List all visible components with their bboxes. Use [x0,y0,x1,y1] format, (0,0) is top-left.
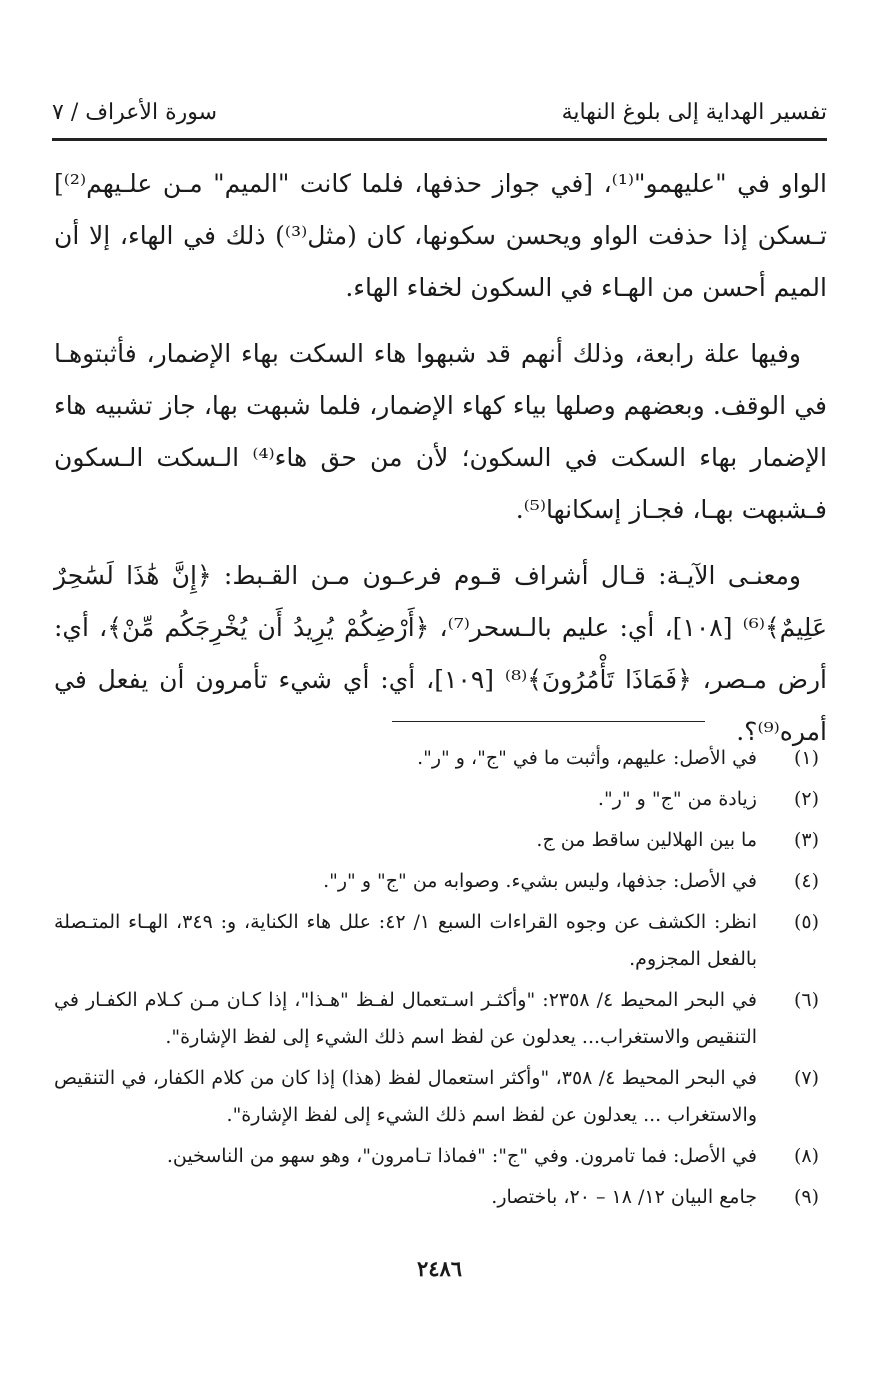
paragraph-1: الواو في "عليهمو"⁽¹⁾، [في جواز حذفها، فلما كانت "الميم" مـن علـيهم⁽²⁾] تـسكن إذا حذفت الواو ويحسن سكونها، كان (مثل⁽³⁾) ذلك في الهاء، إلا أن الميم أحسن من الهـاء في السكون لخفاء الهاء. [54,169,828,302]
page-number: ٢٤٨٦ [416,1256,463,1281]
footnote-number: (٩) [793,1186,819,1208]
footnote-text: في البحر المحيط ٤/ ٣٥٨، "وأكثر استعمال لفظ (هذا) إذا كان من كلام الكفار، في التنقيص والاستغراب ... يعدلون عن لفظ اسم ذلك الشيء إلى لفظ الإشارة". [54,1067,757,1126]
footnote [54,1179,827,1216]
footnote-text: في الأصل: عليهم، وأثبت ما في "ج"، و "ر". [417,747,757,769]
running-header [52,96,827,136]
footnote-number: (٣) [793,829,819,851]
footnote [54,781,827,818]
book-title: تفسير الهداية إلى بلوغ النهاية [561,100,827,125]
footnote-text: انظر: الكشف عن وجوه القراءات السبع ١/ ٤٢: علل هاء الكناية، و: ٣٤٩، الهـاء المتـصلة بالفعل المجزوم. [54,911,757,970]
footnote-number: (٤) [793,870,819,892]
footnote [54,1138,827,1175]
footnote-number: (٢) [793,788,819,810]
paragraph-2: وفيها علة رابعة، وذلك أنهم قد شبهوا هاء السكت بهاء الإضمار، فأثبتوهـا في الوقف. وبعضهم وصلها بياء كهاء الإضمار، فلما شبهت بها، جاز تشبيه هاء الإضمار بهاء السكت في السكون؛ لأن من حق هاء⁽⁴⁾ الـسكت الـسكون فـشبهت بهـا، فجـاز إسكانها⁽⁵⁾. [54,339,827,524]
footnote [54,904,827,978]
header-rule [52,138,827,141]
paragraph-3: ومعنـى الآيـة: قـال أشراف قـوم فرعـون مـن القـبط: ﴿إِنَّ هَٰذَا لَسَٰحِرٌ عَلِيمٌ﴾⁽⁶⁾ [١٠٨]، أي: عليم بالـسحر⁽⁷⁾، ﴿أَرْضِكُمْ يُرِيدُ أَن يُخْرِجَكُم مِّنْ﴾، أي: أرض مـصر، ﴿فَمَاذَا تَأْمُرُونَ﴾⁽⁸⁾ [١٠٩]، أي: أي شيء تأمرون أن يفعل في أمره⁽⁹⁾؟. [54,561,828,746]
footnote-number: (٥) [793,911,819,933]
surah-reference: سورة الأعراف / ٧ [52,100,218,125]
footnote-number: (٦) [793,989,819,1011]
footnote-separator [392,721,705,722]
footnote [54,1060,827,1134]
footnote-number: (١) [793,747,819,769]
footnote [54,982,827,1056]
footnote [54,822,827,859]
footnotes [54,740,827,1220]
footnote [54,863,827,900]
footnote-text: في الأصل: فما تامرون. وفي "ج": "فماذا تـامرون"، وهو سهو من الناسخين. [166,1145,757,1167]
main-text [54,158,827,758]
footnote-number: (٧) [793,1067,819,1089]
footnote-text: ما بين الهلالين ساقط من ج. [536,829,757,851]
footnote-text: جامع البيان ١٢/ ١٨ – ٢٠، باختصار. [491,1186,757,1208]
footnote-number: (٨) [793,1145,819,1167]
footnote [54,740,827,777]
footnote-text: في البحر المحيط ٤/ ٢٣٥٨: "وأكثـر اسـتعمال لفـظ "هـذا"، إذا كـان مـن كـلام الكفـار في التنقيص والاستغراب... يعدلون عن لفظ اسم ذلك الشيء إلى لفظ الإشارة". [54,989,757,1048]
footnote-text: زيادة من "ج" و "ر". [597,788,757,810]
footnote-text: في الأصل: جذفها، وليس بشيء. وصوابه من "ج" و "ر". [323,870,757,892]
